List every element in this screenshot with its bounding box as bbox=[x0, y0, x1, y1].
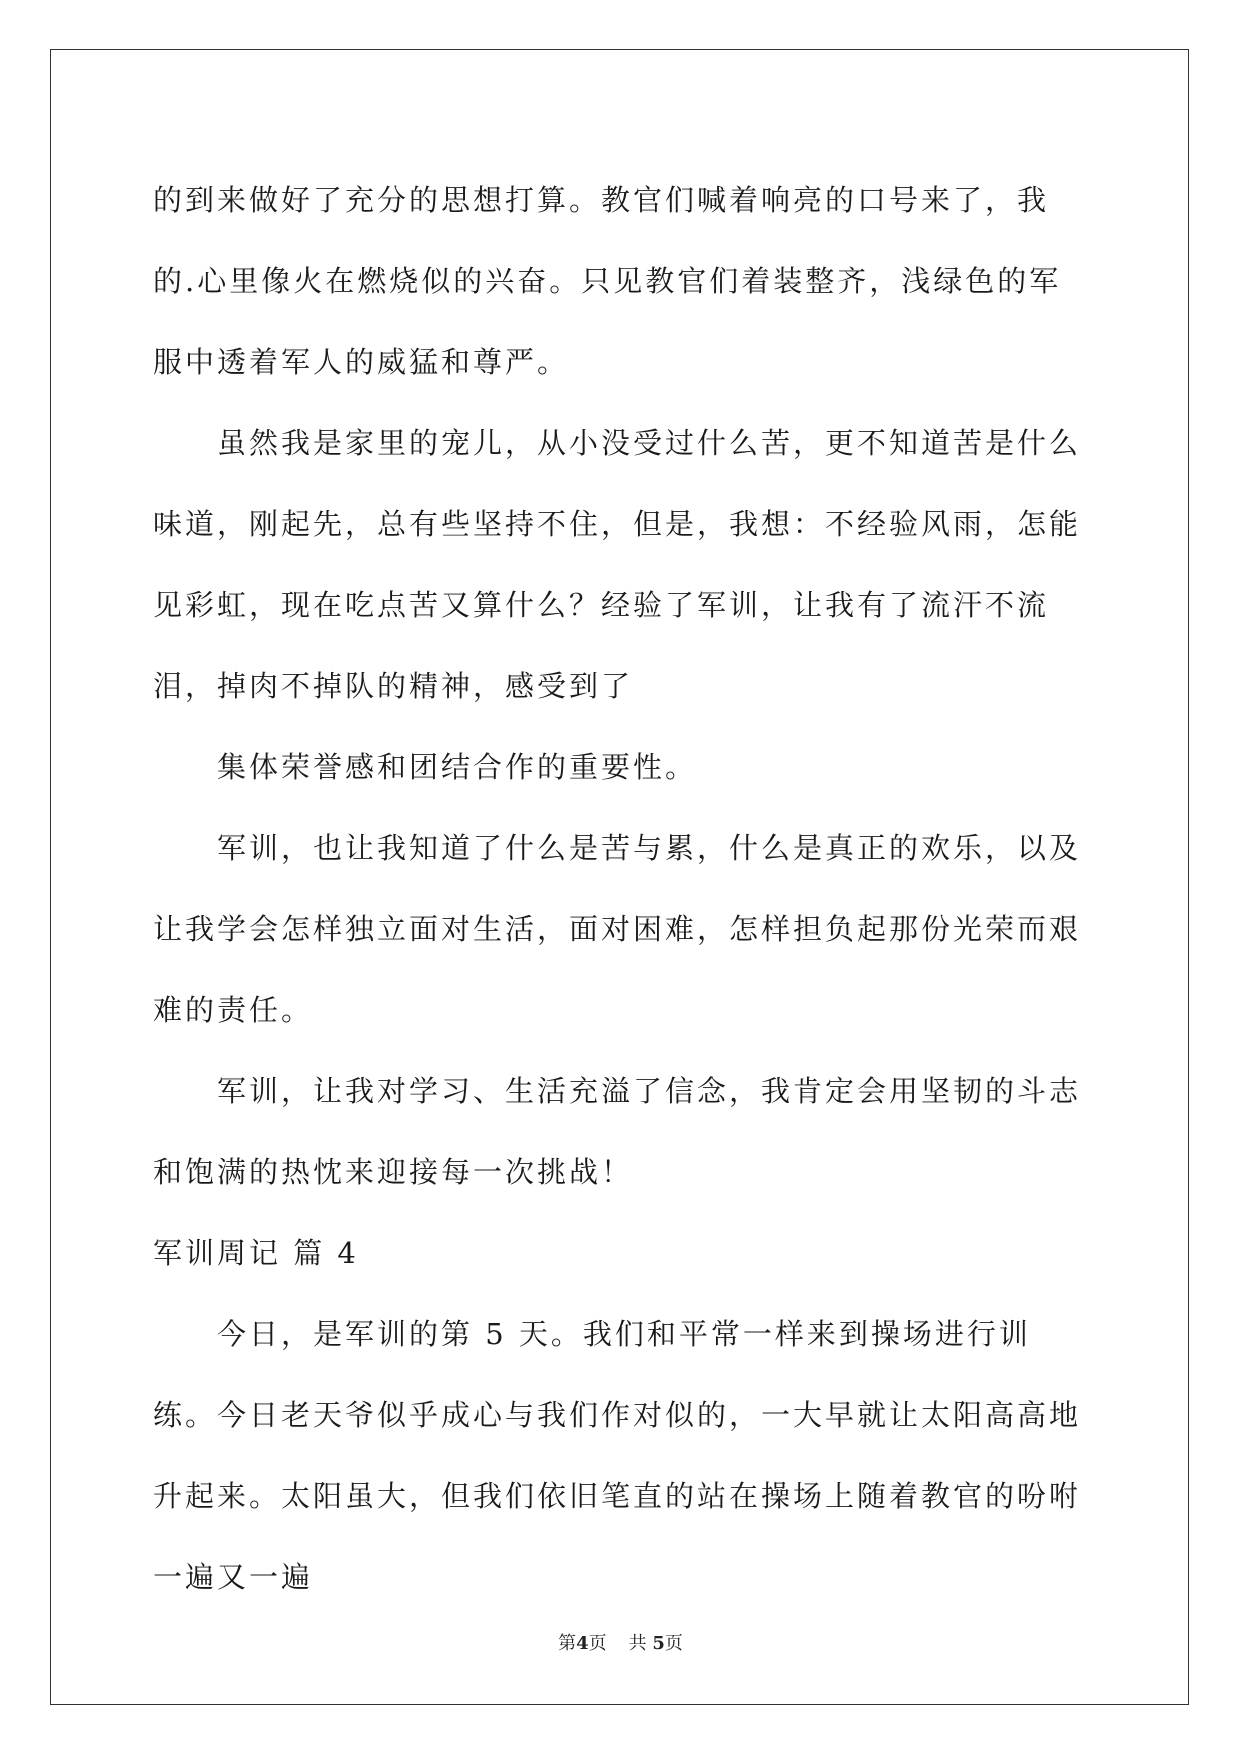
footer-total-prefix: 共 bbox=[628, 1633, 647, 1654]
footer-total-unit: 页 bbox=[664, 1633, 683, 1654]
paragraph-5: 军训，让我对学习、生活充溢了信念，我肯定会用坚韧的斗志和饱满的热忱来迎接每一次挑战！ bbox=[153, 1074, 1082, 1189]
footer-page-unit: 页 bbox=[588, 1633, 607, 1654]
section-paragraph: 今日，是军训的第 5 天。我们和平常一样来到操场进行训练。今日老天爷似乎成心与我们作对似的，一大早就让太阳高高地升起来。太阳虽大，但我们依旧笔直的站在操场上随着教官的吩咐一遍又一遍 bbox=[153, 1317, 1082, 1594]
footer-prefix: 第 bbox=[558, 1633, 577, 1654]
section-heading: 军训周记 篇 4 bbox=[153, 1236, 359, 1270]
paragraph-1: 的到来做好了充分的思想打算。教官们喊着响亮的口号来了，我的.心里像火在燃烧似的兴奋。只见教官们着装整齐，浅绿色的军服中透着军人的威猛和尊严。 bbox=[153, 183, 1062, 379]
paragraph-4: 军训，也让我知道了什么是苦与累，什么是真正的欢乐，以及让我学会怎样独立面对生活，面对困难，怎样担负起那份光荣而艰难的责任。 bbox=[153, 831, 1082, 1027]
page-number-footer bbox=[0, 1629, 1241, 1655]
paragraph-3: 集体荣誉感和团结合作的重要性。 bbox=[217, 750, 698, 784]
footer-current-page: 4 bbox=[576, 1633, 589, 1654]
footer-total-pages: 5 bbox=[652, 1633, 665, 1654]
paragraph-2: 虽然我是家里的宠儿，从小没受过什么苦，更不知道苦是什么味道，刚起先，总有些坚持不住，但是，我想：不经验风雨，怎能见彩虹，现在吃点苦又算什么？经验了军训，让我有了流汗不流泪，掉肉不掉队的精神，感受到了 bbox=[153, 426, 1082, 703]
document-body bbox=[153, 160, 1093, 1618]
